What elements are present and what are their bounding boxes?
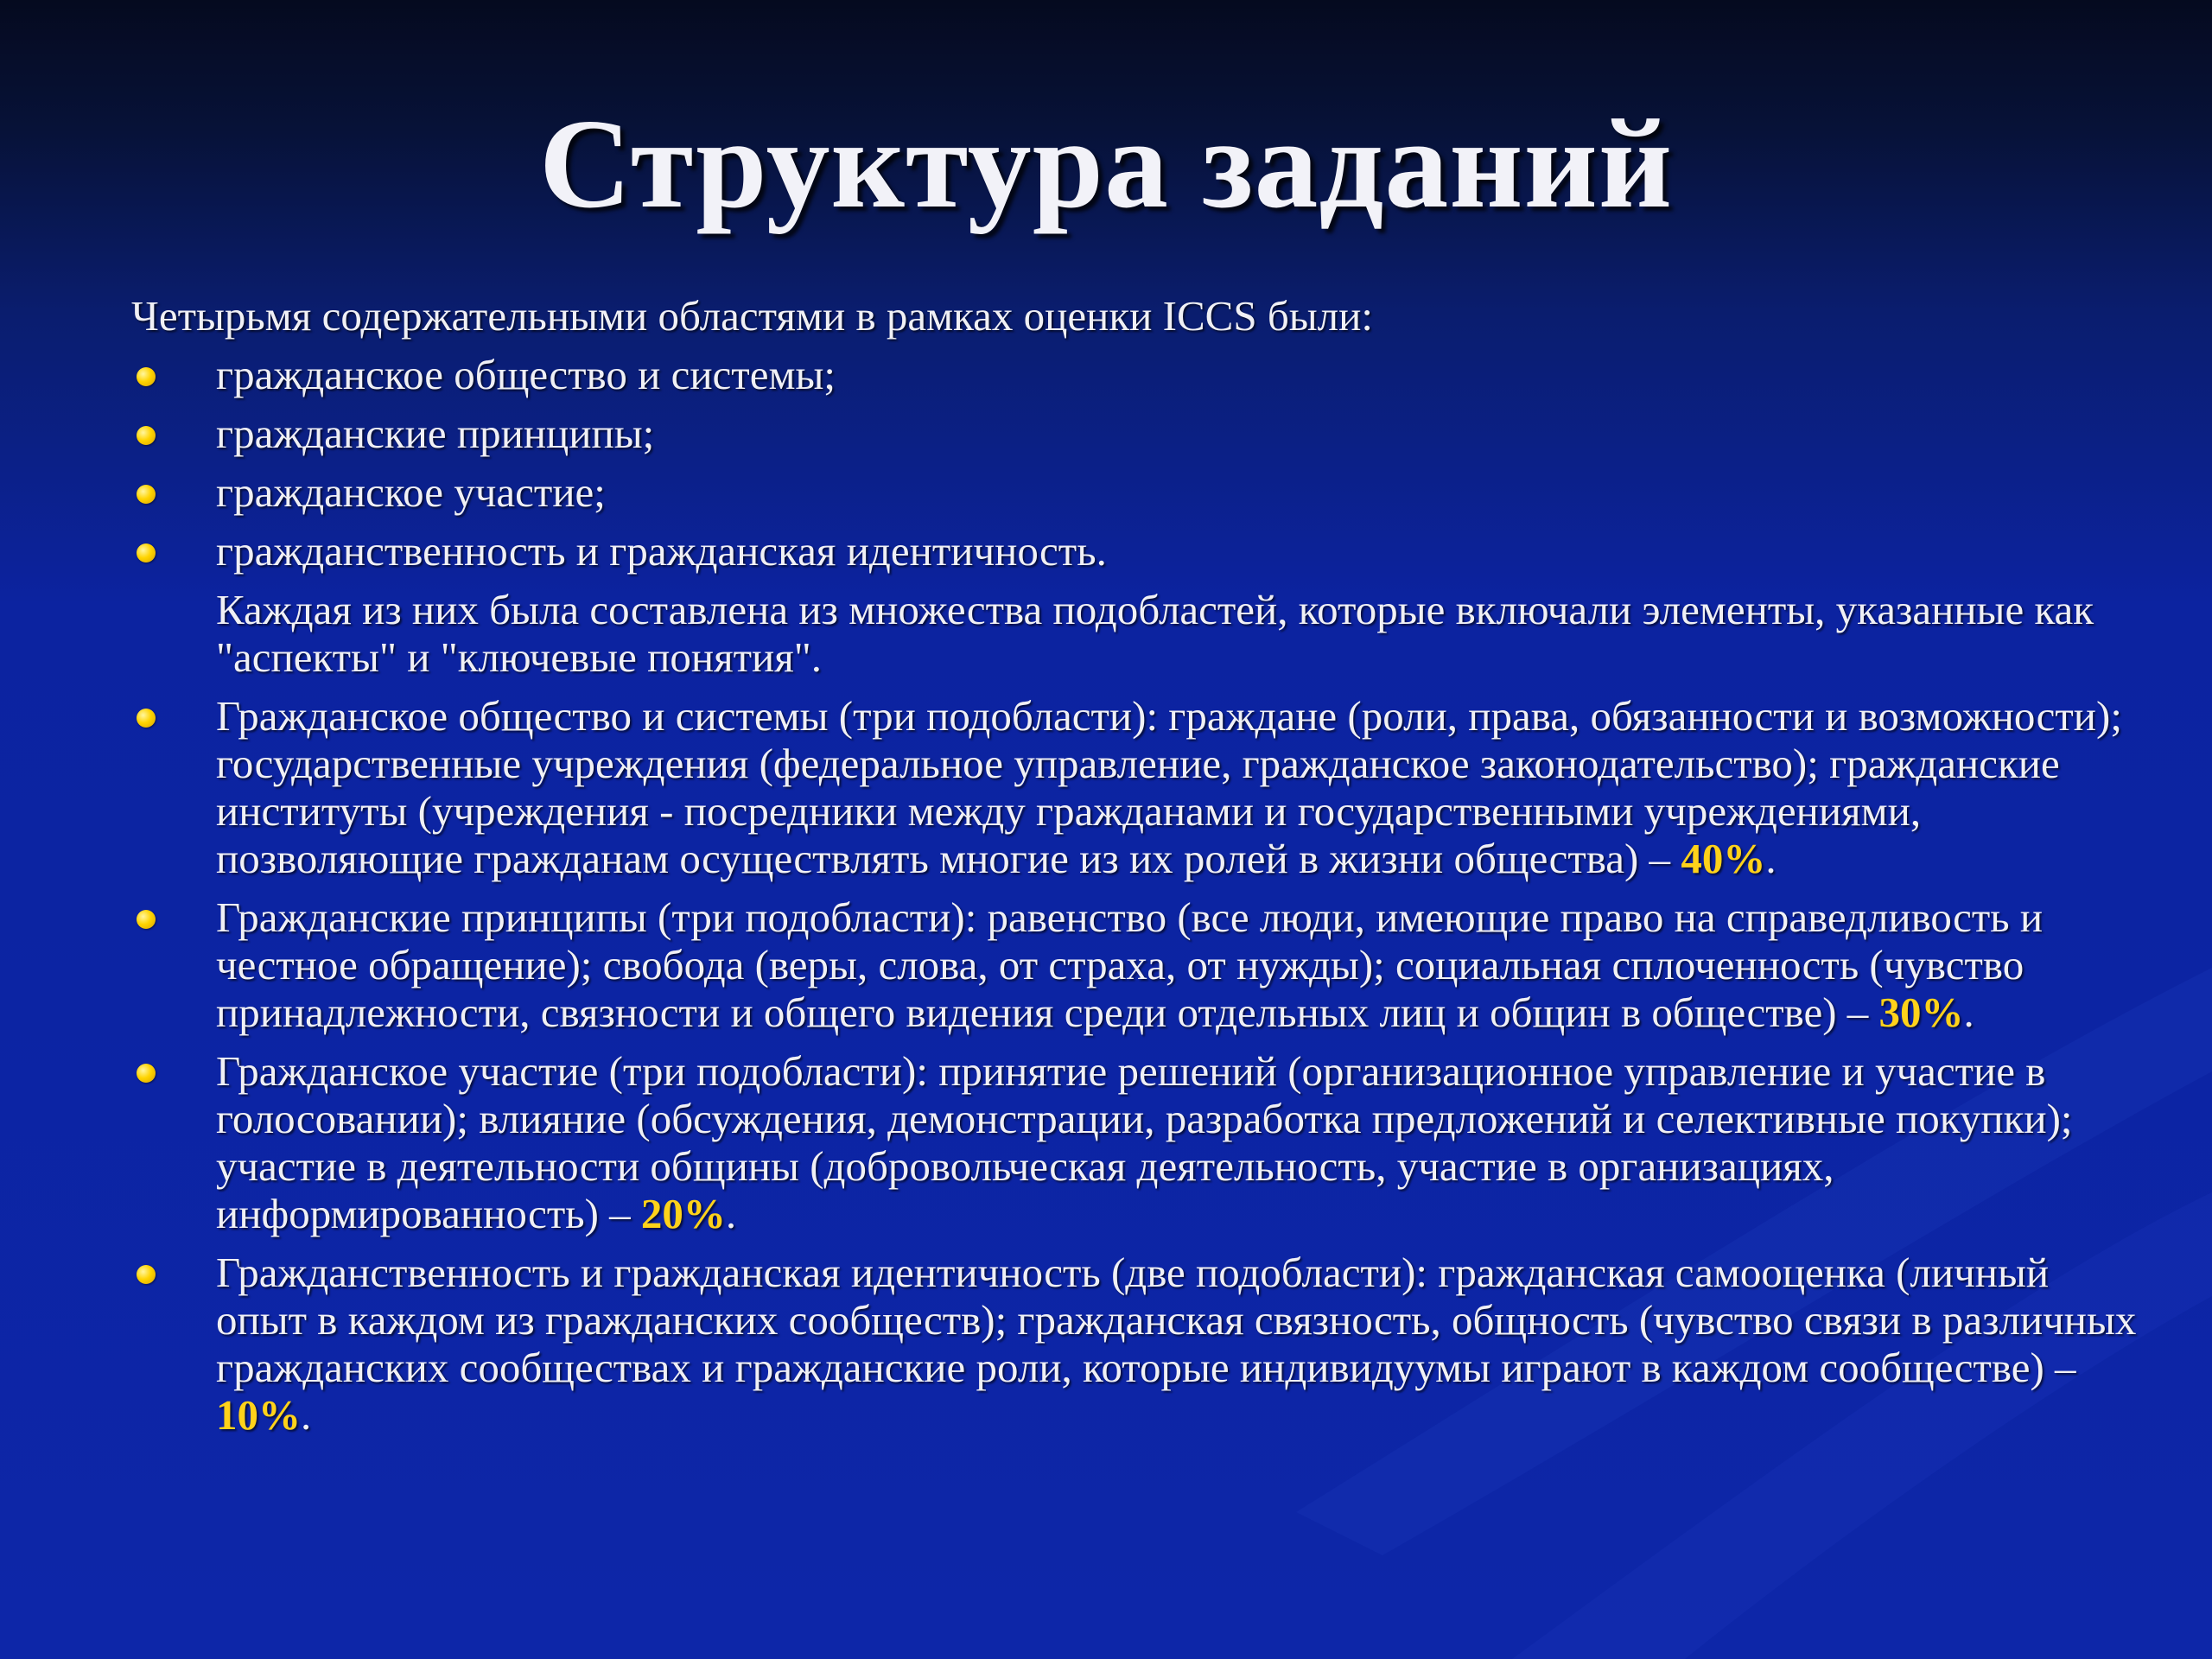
bullet-dot-icon xyxy=(137,367,156,386)
domain-list-item xyxy=(131,468,2145,516)
domain-list-item xyxy=(131,527,2145,575)
domain-detail-item xyxy=(131,1249,2145,1439)
domain-list-item-text: гражданские принципы; xyxy=(216,410,655,457)
domain-weight-percent: 20% xyxy=(640,1190,726,1237)
domain-list-item xyxy=(131,351,2145,398)
bullet-dot-icon xyxy=(137,709,156,728)
domain-list-item-text: гражданское общество и системы; xyxy=(216,351,836,398)
domain-detail-text: Гражданское общество и системы (три подобласти): граждане (роли, права, обязанности и возможности); государственные учреждения (федеральное управление, гражданское законодательство); гражданские институты (учреждения - посредники между гражданами и государственными учреждениями, позволяющие гражданам осуществлять многие из их ролей в жизни общества) – xyxy=(216,692,2122,882)
slide-content xyxy=(131,292,2145,1450)
domain-detail-end: . xyxy=(1765,835,1777,882)
intro-text: Четырьмя содержательными областями в рамках оценки ICCS были: xyxy=(131,292,1373,340)
domain-weight-percent: 30% xyxy=(1878,988,1964,1036)
domain-detail-item xyxy=(131,893,2145,1036)
domain-weight-percent: 40% xyxy=(1681,835,1766,882)
domain-detail-end: . xyxy=(301,1391,312,1439)
domain-list-item-text: гражданское участие; xyxy=(216,468,606,516)
slide-title: Структура заданий xyxy=(538,93,1674,235)
domain-detail-item xyxy=(131,692,2145,882)
domain-detail-text: Гражданские принципы (три подобласти): равенство (все люди, имеющие право на справедливость и честное обращение); свобода (веры, слова, от страха, от нужды); социальная сплоченность (чувство принадлежности, связности и общего видения среди отдельных лиц и общин в обществе) – xyxy=(216,893,2044,1036)
bullet-dot-icon xyxy=(137,910,156,929)
domain-list-item-text: гражданственность и гражданская идентичность. xyxy=(216,527,1107,575)
bullet-dot-icon xyxy=(137,426,156,445)
domain-detail-end: . xyxy=(725,1190,737,1237)
subdomain-note: Каждая из них была составлена из множества подобластей, которые включали элементы, указанные как "аспекты" и "ключевые понятия". xyxy=(216,586,2094,681)
domain-detail-end: . xyxy=(1963,988,1974,1036)
bullet-dot-icon xyxy=(137,1265,156,1284)
domain-weight-percent: 10% xyxy=(216,1391,301,1439)
bullet-dot-icon xyxy=(137,543,156,563)
domain-detail-text: Гражданственность и гражданская идентичность (две подобласти): гражданская самооценка (личный опыт в каждом из гражданских сообществ); гражданская связность, общность (чувство связи в различных гражданских сообществах и гражданские роли, которые индивидуумы играют в каждом сообществе) – xyxy=(216,1249,2137,1391)
bullet-dot-icon xyxy=(137,485,156,504)
bullet-dot-icon xyxy=(137,1064,156,1083)
domain-detail-text: Гражданское участие (три подобласти): принятие решений (организационное управление и участие в голосовании); влияние (обсуждения, демонстрации, разработка предложений и селективные покупки); участие в деятельности общины (добровольческая деятельность, участие в организациях, информированность) – xyxy=(216,1047,2073,1237)
domain-list-item xyxy=(131,410,2145,457)
domain-detail-item xyxy=(131,1047,2145,1237)
